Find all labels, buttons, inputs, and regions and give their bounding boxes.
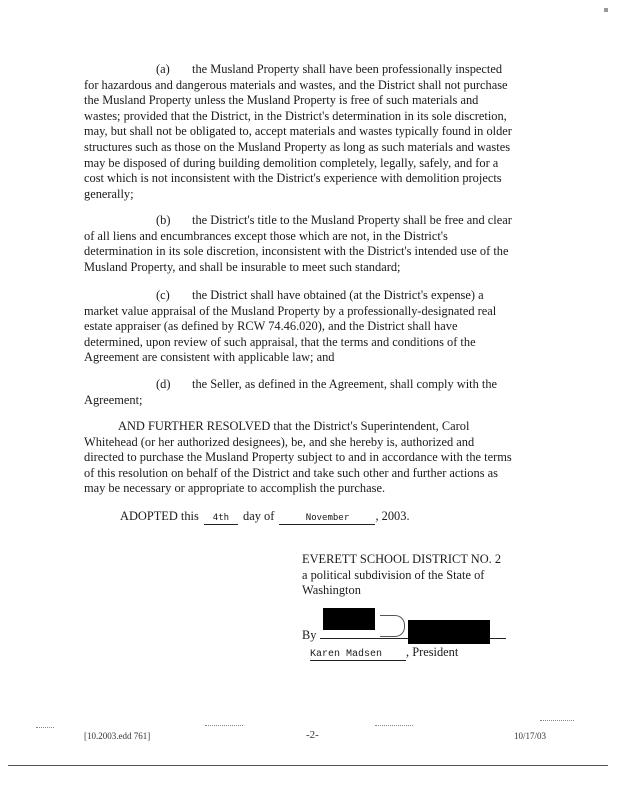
- resolved-line: directed to purchase the Musland Property subject to and in accordance with the terms: [84, 450, 512, 465]
- paragraph-c-first-line: [84, 288, 520, 304]
- bottom-rule: [8, 765, 608, 766]
- paragraph-c-line: market value appraisal of the Musland Property by a professionally-designated real: [84, 303, 497, 318]
- scan-artifact: [540, 720, 574, 721]
- paragraph-a-line: wastes; provided that the District, in the District's determination in its sole discretion,: [84, 108, 507, 123]
- redaction-box: [408, 620, 490, 644]
- scan-artifact: [36, 727, 54, 728]
- adopted-line: [120, 509, 410, 525]
- paragraph-b-first-line: [84, 213, 520, 229]
- adopted-year: , 2003.: [375, 509, 410, 523]
- corner-mark: [604, 8, 608, 12]
- paragraph-a: [84, 62, 520, 202]
- footer-date-code: 10/17/03: [514, 731, 547, 741]
- paragraph-d-first-line: [84, 377, 520, 393]
- paragraph-b: [84, 213, 520, 275]
- paragraph-a-line: the Musland Property unless the Musland Property is free of such materials and: [84, 93, 479, 108]
- signer-name-value: Karen Madsen: [310, 649, 383, 660]
- resolved-line: AND FURTHER RESOLVED that the District's Superintendent, Carol: [118, 419, 470, 433]
- paragraph-d: [84, 377, 520, 408]
- paragraph-c-line: the District shall have obtained (at the District's expense) a: [192, 288, 484, 302]
- signature-org-line: a political subdivision of the State of: [302, 567, 485, 582]
- paragraph-a-line: may be disposed of during building demolition completely, legally, safely, and for a: [84, 155, 499, 170]
- paragraph-a-label: (a): [156, 62, 170, 76]
- signature-org: [302, 552, 501, 599]
- paragraph-d-line: the Seller, as defined in the Agreement, shall comply with the: [192, 377, 498, 391]
- paragraph-b-line: Musland Property, and shall be insurable to meet such standard;: [84, 259, 401, 274]
- paragraph-c: [84, 288, 520, 366]
- footer-doc-id: [10.2003.edd 761]: [84, 731, 151, 741]
- paragraph-a-line: for hazardous and dangerous materials and wastes, and the District shall not purchase: [84, 77, 508, 92]
- signer-title: , President: [406, 645, 459, 659]
- signature-scribble: [380, 615, 405, 637]
- signature-org-line: EVERETT SCHOOL DISTRICT NO. 2: [302, 552, 502, 566]
- paragraph-b-line: the District's title to the Musland Property shall be free and clear: [192, 213, 512, 227]
- paragraph-a-line: structures such as those on the Musland Property as long as such materials and wastes: [84, 139, 511, 154]
- paragraph-b-line: of all liens and encumbrances except those which are not, in the District's: [84, 228, 448, 243]
- paragraph-c-label: (c): [156, 288, 170, 302]
- adopted-month-value: November: [305, 513, 350, 523]
- paragraph-c-line: determined, upon review of such appraisal, that the terms and conditions of the: [84, 334, 476, 349]
- resolved-line: of this resolution on behalf of the District and take such other and further actions as: [84, 465, 498, 480]
- adopted-middle: day of: [243, 509, 275, 523]
- paragraph-b-line: determination in its sole discretion, inconsistent with the District's intended use of the: [84, 244, 509, 259]
- paragraph-a-line: may, but shall not be obligated to, accept materials and wastes typically found in older: [84, 124, 512, 139]
- signature-name-line: [310, 645, 458, 661]
- paragraph-d-line: Agreement;: [84, 392, 143, 407]
- footer-page-number: -2-: [306, 729, 319, 741]
- paragraph-a-line: generally;: [84, 186, 134, 201]
- signature-org-line: Washington: [302, 583, 361, 598]
- scan-artifact: [205, 725, 243, 726]
- resolved-line: may be necessary or appropriate to accomplish the purchase.: [84, 481, 386, 496]
- resolved-paragraph: [84, 419, 520, 497]
- adopted-day-value: 4th: [212, 513, 230, 523]
- resolved-line: Whitehead (or her authorized designees), be, and she hereby is, authorized and: [84, 434, 475, 449]
- paragraph-a-line: cost which is not inconsistent with the District's experience with demolition projects: [84, 171, 502, 186]
- paragraph-c-line: estate appraiser (as defined by RCW 74.46.020), and the District shall have: [84, 319, 458, 334]
- paragraph-d-label: (d): [156, 377, 171, 391]
- scan-artifact: [375, 725, 413, 726]
- paragraph-c-line: Agreement are consistent with applicable law; and: [84, 350, 335, 365]
- paragraph-b-label: (b): [156, 213, 171, 227]
- adopted-day-blank: [204, 513, 238, 525]
- paragraph-a-first-line: [84, 62, 520, 78]
- adopted-prefix: ADOPTED this: [120, 509, 199, 523]
- signer-name-blank: [310, 649, 406, 661]
- adopted-month-blank: [279, 513, 375, 525]
- paragraph-a-line: the Musland Property shall have been professionally inspected: [192, 62, 503, 76]
- signature-by-label: By: [302, 628, 317, 642]
- redaction-box: [323, 608, 375, 630]
